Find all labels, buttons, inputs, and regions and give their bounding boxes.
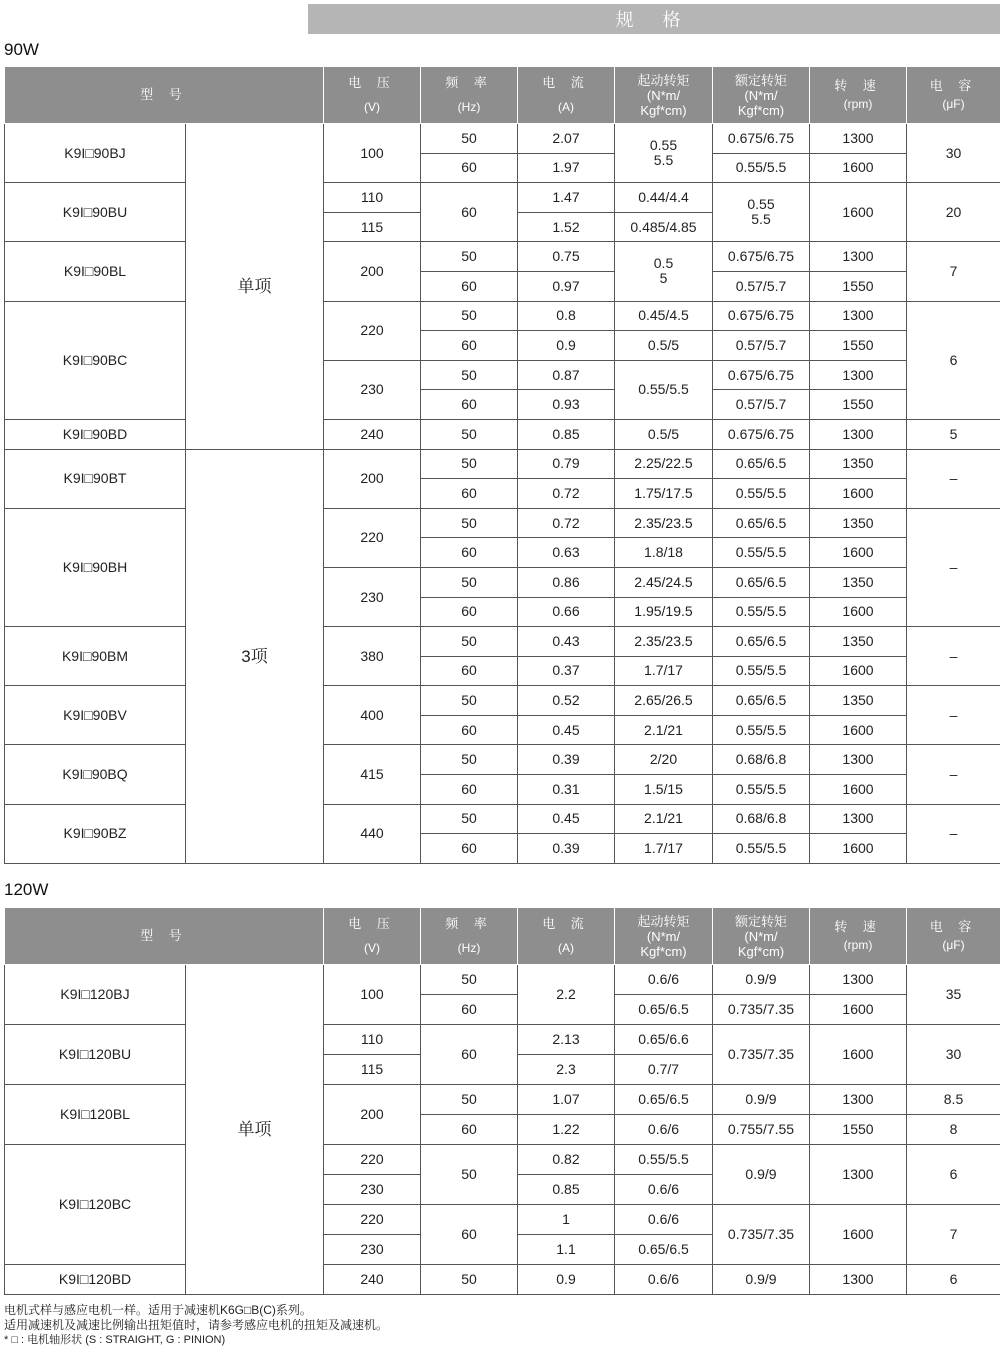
rated-torque-cell: 0.55/5.5	[713, 775, 810, 805]
voltage-cell: 220	[324, 1145, 421, 1175]
current-cell: 1.1	[518, 1235, 615, 1265]
start-torque-cell: 0.6/6	[615, 1205, 713, 1235]
speed-cell: 1300	[810, 242, 907, 272]
frequency-cell: 50	[421, 965, 518, 995]
speed-cell: 1550	[810, 390, 907, 420]
rated-torque-cell: 0.55/5.5	[713, 153, 810, 183]
rated-torque-cell: 0.68/6.8	[713, 745, 810, 775]
voltage-cell: 110	[324, 1025, 421, 1055]
speed-cell: 1600	[810, 775, 907, 805]
voltage-cell: 115	[324, 212, 421, 242]
start-torque-cell: 2/20	[615, 745, 713, 775]
table-row	[5, 686, 1000, 716]
start-torque-cell: 2.65/26.5	[615, 686, 713, 716]
capacitor-cell: –	[907, 449, 1000, 508]
start-torque-cell: 1.7/17	[615, 656, 713, 686]
current-cell: 0.97	[518, 271, 615, 301]
capacitor-cell: –	[907, 686, 1000, 745]
current-cell: 0.39	[518, 834, 615, 864]
rated-torque-cell: 0.675/6.75	[713, 301, 810, 331]
capacitor-cell: 6	[907, 1145, 1000, 1205]
capacitor-cell: 30	[907, 124, 1000, 183]
current-cell: 0.75	[518, 242, 615, 272]
start-torque-cell: 0.5 5	[615, 242, 713, 301]
frequency-cell: 60	[421, 775, 518, 805]
current-cell: 0.63	[518, 538, 615, 568]
footnote-line: 电机式样与感应电机一样。适用于减速机K6G□B(C)系列。	[4, 1303, 312, 1317]
speed-cell: 1300	[810, 124, 907, 154]
voltage-cell: 115	[324, 1055, 421, 1085]
current-cell: 0.31	[518, 775, 615, 805]
capacitor-cell: 35	[907, 965, 1000, 1025]
footnote-line: 适用减速机及减速比例输出扭矩值时，请参考感应电机的扭矩及减速机。	[4, 1318, 389, 1332]
header-rated-torque: 额定转矩 (N*m/ Kgf*cm)	[713, 908, 810, 965]
frequency-cell: 60	[421, 1115, 518, 1145]
current-cell: 2.13	[518, 1025, 615, 1055]
voltage-cell: 110	[324, 183, 421, 213]
table-row	[5, 965, 1000, 995]
frequency-cell: 60	[421, 183, 518, 242]
start-torque-cell: 0.7/7	[615, 1055, 713, 1085]
phase-cell: 单项	[186, 965, 324, 1295]
frequency-cell: 50	[421, 627, 518, 657]
current-cell: 0.52	[518, 686, 615, 716]
capacitor-cell: –	[907, 508, 1000, 626]
current-cell: 0.85	[518, 1175, 615, 1205]
start-torque-cell: 0.6/6	[615, 965, 713, 995]
capacitor-cell: 8	[907, 1115, 1000, 1145]
frequency-cell: 50	[421, 449, 518, 479]
speed-cell: 1300	[810, 1145, 907, 1205]
header-current: 电 流 (A)	[518, 67, 615, 124]
voltage-cell: 200	[324, 449, 421, 508]
frequency-cell: 60	[421, 656, 518, 686]
frequency-cell: 50	[421, 124, 518, 154]
rated-torque-cell: 0.675/6.75	[713, 242, 810, 272]
rated-torque-cell: 0.755/7.55	[713, 1115, 810, 1145]
model-cell: K9I□90BL	[5, 242, 186, 301]
rated-torque-cell: 0.57/5.7	[713, 331, 810, 361]
table-row	[5, 301, 1000, 331]
current-cell: 0.9	[518, 331, 615, 361]
speed-cell: 1600	[810, 479, 907, 509]
header-voltage: 电 压 (V)	[324, 67, 421, 124]
current-cell: 0.45	[518, 804, 615, 834]
voltage-cell: 415	[324, 745, 421, 804]
header-frequency: 频 率 (Hz)	[421, 908, 518, 965]
frequency-cell: 60	[421, 715, 518, 745]
frequency-cell: 60	[421, 1205, 518, 1265]
current-cell: 2.07	[518, 124, 615, 154]
current-cell: 0.72	[518, 508, 615, 538]
frequency-cell: 50	[421, 745, 518, 775]
model-cell: K9I□90BD	[5, 419, 186, 449]
frequency-cell: 50	[421, 567, 518, 597]
frequency-cell: 60	[421, 390, 518, 420]
speed-cell: 1350	[810, 449, 907, 479]
current-cell: 1.97	[518, 153, 615, 183]
speed-cell: 1600	[810, 183, 907, 242]
frequency-cell: 60	[421, 271, 518, 301]
start-torque-cell: 1.7/17	[615, 834, 713, 864]
start-torque-cell: 0.65/6.5	[615, 1085, 713, 1115]
model-cell: K9I□90BH	[5, 508, 186, 626]
frequency-cell: 60	[421, 153, 518, 183]
speed-cell: 1600	[810, 995, 907, 1025]
voltage-cell: 220	[324, 1205, 421, 1235]
phase-cell: 单项	[186, 124, 324, 450]
capacitor-cell: –	[907, 745, 1000, 804]
start-torque-cell: 0.6/6	[615, 1265, 713, 1295]
voltage-cell: 240	[324, 1265, 421, 1295]
frequency-cell: 60	[421, 597, 518, 627]
speed-cell: 1350	[810, 508, 907, 538]
rated-torque-cell: 0.675/6.75	[713, 419, 810, 449]
frequency-cell: 50	[421, 419, 518, 449]
capacitor-cell: 6	[907, 301, 1000, 419]
rated-torque-cell: 0.55/5.5	[713, 656, 810, 686]
table-row	[5, 1265, 1000, 1295]
model-cell: K9I□90BJ	[5, 124, 186, 183]
current-cell: 0.37	[518, 656, 615, 686]
frequency-cell: 60	[421, 834, 518, 864]
rated-torque-cell: 0.57/5.7	[713, 271, 810, 301]
frequency-cell: 60	[421, 331, 518, 361]
speed-cell: 1300	[810, 745, 907, 775]
frequency-cell: 50	[421, 1085, 518, 1115]
start-torque-cell: 0.6/6	[615, 1175, 713, 1205]
capacitor-cell: 7	[907, 242, 1000, 301]
speed-cell: 1600	[810, 715, 907, 745]
voltage-cell: 230	[324, 360, 421, 419]
speed-cell: 1600	[810, 1205, 907, 1265]
current-cell: 1	[518, 1205, 615, 1235]
speed-cell: 1350	[810, 567, 907, 597]
rated-torque-cell: 0.9/9	[713, 1265, 810, 1295]
voltage-cell: 240	[324, 419, 421, 449]
start-torque-cell: 1.8/18	[615, 538, 713, 568]
rated-torque-cell: 0.675/6.75	[713, 360, 810, 390]
voltage-cell: 230	[324, 1175, 421, 1205]
speed-cell: 1300	[810, 1085, 907, 1115]
voltage-cell: 230	[324, 567, 421, 626]
model-cell: K9I□90BZ	[5, 804, 186, 863]
frequency-cell: 50	[421, 686, 518, 716]
rated-torque-cell: 0.65/6.5	[713, 449, 810, 479]
capacitor-cell: 6	[907, 1265, 1000, 1295]
start-torque-cell: 2.35/23.5	[615, 508, 713, 538]
frequency-cell: 50	[421, 1265, 518, 1295]
table-row	[5, 1025, 1000, 1055]
current-cell: 1.47	[518, 183, 615, 213]
speed-cell: 1600	[810, 597, 907, 627]
current-cell: 0.93	[518, 390, 615, 420]
frequency-cell: 50	[421, 301, 518, 331]
current-cell: 2.3	[518, 1055, 615, 1085]
start-torque-cell: 1.95/19.5	[615, 597, 713, 627]
header-start-torque: 起动转矩 (N*m/ Kgf*cm)	[615, 67, 713, 124]
frequency-cell: 60	[421, 538, 518, 568]
spec-table-90w	[4, 66, 1000, 864]
start-torque-cell: 0.5/5	[615, 419, 713, 449]
rated-torque-cell: 0.55 5.5	[713, 183, 810, 242]
current-cell: 0.85	[518, 419, 615, 449]
voltage-cell: 220	[324, 508, 421, 567]
model-cell: K9I□90BV	[5, 686, 186, 745]
speed-cell: 1600	[810, 834, 907, 864]
rated-torque-cell: 0.9/9	[713, 965, 810, 995]
capacitor-cell: –	[907, 627, 1000, 686]
start-torque-cell: 0.44/4.4	[615, 183, 713, 213]
section-title-120w: 120W	[4, 880, 49, 899]
rated-torque-cell: 0.55/5.5	[713, 597, 810, 627]
voltage-cell: 380	[324, 627, 421, 686]
rated-torque-cell: 0.65/6.5	[713, 508, 810, 538]
model-cell: K9I□90BM	[5, 627, 186, 686]
header-model: 型 号	[5, 908, 324, 965]
model-cell: K9I□120BD	[5, 1265, 186, 1295]
voltage-cell: 220	[324, 301, 421, 360]
table-row	[5, 124, 1000, 154]
header-rated-torque: 额定转矩 (N*m/ Kgf*cm)	[713, 67, 810, 124]
frequency-cell: 60	[421, 1025, 518, 1085]
frequency-cell: 50	[421, 804, 518, 834]
speed-cell: 1300	[810, 301, 907, 331]
speed-cell: 1550	[810, 331, 907, 361]
start-torque-cell: 2.1/21	[615, 804, 713, 834]
speed-cell: 1600	[810, 538, 907, 568]
start-torque-cell: 0.45/4.5	[615, 301, 713, 331]
header-capacitor: 电 容 (μF)	[907, 908, 1000, 965]
rated-torque-cell: 0.55/5.5	[713, 538, 810, 568]
frequency-cell: 50	[421, 508, 518, 538]
current-cell: 0.66	[518, 597, 615, 627]
rated-torque-cell: 0.55/5.5	[713, 834, 810, 864]
header-capacitor: 电 容 (μF)	[907, 67, 1000, 124]
table-row	[5, 183, 1000, 213]
start-torque-cell: 2.45/24.5	[615, 567, 713, 597]
header-start-torque: 起动转矩 (N*m/ Kgf*cm)	[615, 908, 713, 965]
speed-cell: 1300	[810, 965, 907, 995]
footnotes	[4, 1303, 388, 1348]
speed-cell: 1350	[810, 627, 907, 657]
header-voltage: 电 压 (V)	[324, 908, 421, 965]
model-cell: K9I□120BC	[5, 1145, 186, 1265]
voltage-cell: 200	[324, 1085, 421, 1145]
phase-cell: 3项	[186, 449, 324, 863]
voltage-cell: 230	[324, 1235, 421, 1265]
start-torque-cell: 0.65/6.5	[615, 995, 713, 1025]
speed-cell: 1600	[810, 656, 907, 686]
current-cell: 0.39	[518, 745, 615, 775]
model-cell: K9I□120BU	[5, 1025, 186, 1085]
voltage-cell: 100	[324, 965, 421, 1025]
header-model: 型 号	[5, 67, 324, 124]
frequency-cell: 50	[421, 242, 518, 272]
rated-torque-cell: 0.65/6.5	[713, 686, 810, 716]
current-cell: 1.52	[518, 212, 615, 242]
speed-cell: 1300	[810, 1265, 907, 1295]
spec-banner: 规 格	[308, 4, 1000, 34]
table-row	[5, 627, 1000, 657]
table-row	[5, 449, 1000, 479]
rated-torque-cell: 0.57/5.7	[713, 390, 810, 420]
voltage-cell: 100	[324, 124, 421, 183]
table-body-90w	[5, 124, 1000, 864]
table-row	[5, 745, 1000, 775]
rated-torque-cell: 0.9/9	[713, 1145, 810, 1205]
frequency-cell: 50	[421, 1145, 518, 1205]
start-torque-cell: 0.55/5.5	[615, 1145, 713, 1175]
frequency-cell: 60	[421, 479, 518, 509]
rated-torque-cell: 0.735/7.35	[713, 1205, 810, 1265]
start-torque-cell: 0.65/6.6	[615, 1025, 713, 1055]
speed-cell: 1550	[810, 1115, 907, 1145]
current-cell: 0.43	[518, 627, 615, 657]
start-torque-cell: 2.35/23.5	[615, 627, 713, 657]
table-row	[5, 1145, 1000, 1175]
current-cell: 0.8	[518, 301, 615, 331]
capacitor-cell: 8.5	[907, 1085, 1000, 1115]
start-torque-cell: 2.1/21	[615, 715, 713, 745]
start-torque-cell: 0.6/6	[615, 1115, 713, 1145]
table-row	[5, 804, 1000, 834]
spec-table-120w	[4, 907, 1000, 1295]
voltage-cell: 200	[324, 242, 421, 301]
rated-torque-cell: 0.55/5.5	[713, 715, 810, 745]
start-torque-cell: 1.5/15	[615, 775, 713, 805]
capacitor-cell: 20	[907, 183, 1000, 242]
current-cell: 0.9	[518, 1265, 615, 1295]
current-cell: 1.22	[518, 1115, 615, 1145]
current-cell: 2.2	[518, 965, 615, 1025]
header-current: 电 流 (A)	[518, 908, 615, 965]
start-torque-cell: 1.75/17.5	[615, 479, 713, 509]
speed-cell: 1350	[810, 686, 907, 716]
speed-cell: 1300	[810, 360, 907, 390]
rated-torque-cell: 0.68/6.8	[713, 804, 810, 834]
speed-cell: 1600	[810, 153, 907, 183]
capacitor-cell: 30	[907, 1025, 1000, 1085]
start-torque-cell: 0.485/4.85	[615, 212, 713, 242]
start-torque-cell: 0.65/6.5	[615, 1235, 713, 1265]
model-cell: K9I□120BL	[5, 1085, 186, 1145]
current-cell: 0.45	[518, 715, 615, 745]
current-cell: 0.72	[518, 479, 615, 509]
capacitor-cell: 5	[907, 419, 1000, 449]
table-row	[5, 508, 1000, 538]
model-cell: K9I□90BQ	[5, 745, 186, 804]
speed-cell: 1300	[810, 804, 907, 834]
start-torque-cell: 0.5/5	[615, 331, 713, 361]
table-row	[5, 419, 1000, 449]
footnote-line: * □ : 电机轴形状 (S : STRAIGHT, G : PINION)	[4, 1334, 226, 1346]
rated-torque-cell: 0.65/6.5	[713, 567, 810, 597]
speed-cell: 1550	[810, 271, 907, 301]
capacitor-cell: –	[907, 804, 1000, 863]
speed-cell: 1600	[810, 1025, 907, 1085]
start-torque-cell: 0.55/5.5	[615, 360, 713, 419]
current-cell: 0.79	[518, 449, 615, 479]
header-speed: 转 速 (rpm)	[810, 67, 907, 124]
voltage-cell: 440	[324, 804, 421, 863]
frequency-cell: 60	[421, 995, 518, 1025]
voltage-cell: 400	[324, 686, 421, 745]
frequency-cell: 50	[421, 360, 518, 390]
current-cell: 0.82	[518, 1145, 615, 1175]
model-cell: K9I□90BU	[5, 183, 186, 242]
header-frequency: 频 率 (Hz)	[421, 67, 518, 124]
capacitor-cell: 7	[907, 1205, 1000, 1265]
table-row	[5, 1085, 1000, 1115]
speed-cell: 1300	[810, 419, 907, 449]
table-body-120w	[5, 965, 1000, 1295]
model-cell: K9I□90BC	[5, 301, 186, 419]
table-row	[5, 242, 1000, 272]
section-title-90w: 90W	[4, 40, 39, 59]
rated-torque-cell: 0.55/5.5	[713, 479, 810, 509]
start-torque-cell: 2.25/22.5	[615, 449, 713, 479]
header-speed: 转 速 (rpm)	[810, 908, 907, 965]
rated-torque-cell: 0.735/7.35	[713, 995, 810, 1025]
start-torque-cell: 0.55 5.5	[615, 124, 713, 183]
model-cell: K9I□120BJ	[5, 965, 186, 1025]
rated-torque-cell: 0.735/7.35	[713, 1025, 810, 1085]
rated-torque-cell: 0.9/9	[713, 1085, 810, 1115]
rated-torque-cell: 0.65/6.5	[713, 627, 810, 657]
current-cell: 0.87	[518, 360, 615, 390]
current-cell: 0.86	[518, 567, 615, 597]
model-cell: K9I□90BT	[5, 449, 186, 508]
current-cell: 1.07	[518, 1085, 615, 1115]
rated-torque-cell: 0.675/6.75	[713, 124, 810, 154]
